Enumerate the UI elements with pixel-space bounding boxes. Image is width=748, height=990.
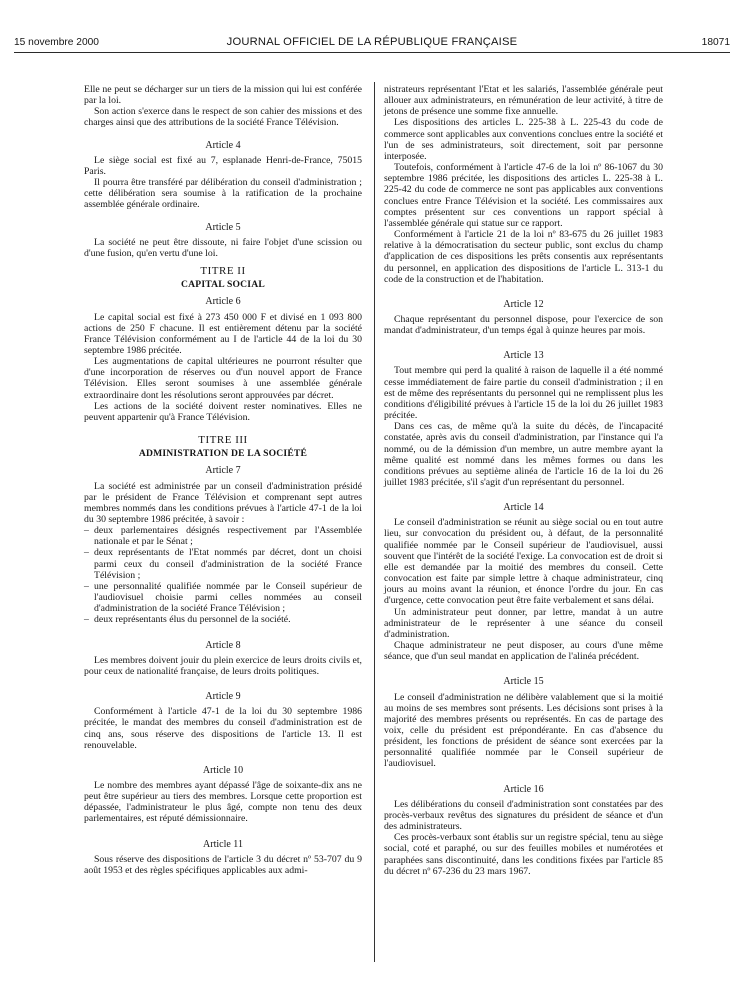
list-item: – une personnalité qualifiée nommée par le Conseil supérieur de l'audiovisuel choisie parmi celles nommées au conseil d'administration de la société France Télévision ; [84, 581, 362, 614]
paragraph: La société est administrée par un conseil d'administration présidé par le président de France Télévision et comprenant sept autres membres nommés dans les conditions prévues à l'article 47-1 de la loi du 30 septembre 1986 précitée, à savoir : [84, 480, 362, 525]
paragraph: Elle ne peut se décharger sur un tiers de la mission qui lui est conférée par la loi. [84, 84, 362, 107]
article-heading: Article 12 [503, 298, 544, 310]
paragraph: Le capital social est fixé à 273 450 000 F et divisé en 1 093 800 actions de 250 F chacune. Il est entièrement détenu par la société France Télévision conformément au I de l'article 44 de la loi du 30 septembre 1986 précitée. [84, 311, 362, 356]
list-item: – deux représentants de l'Etat nommés par décret, dont un choisi parmi ceux du conseil d'administration de la société France Télévision ; [84, 547, 362, 580]
paragraph: Il pourra être transféré par délibération du conseil d'administration ; cette délibération sera soumise à la ratification de la prochaine assemblée générale ordinaire. [84, 177, 362, 211]
paragraph: Conformément à l'article 47-1 de la loi du 30 septembre 1986 précitée, le mandat des membres du conseil d'administration est de cinq ans, sous réserve des dispositions de l'article 13. Il est renouvelable. [84, 706, 362, 751]
paragraph: Les actions de la société doivent rester nominatives. Elles ne peuvent appartenir qu'à France Télévision. [84, 400, 362, 423]
page-header [14, 36, 730, 53]
paragraph: Chaque administrateur ne peut disposer, au cours d'une même séance, que d'un seul mandat en application de l'alinéa précédent. [384, 640, 663, 663]
article-heading: Article 4 [205, 139, 241, 151]
paragraph: Sous réserve des dispositions de l'article 3 du décret nº 53-707 du 9 août 1953 et des règles spécifiques applicables aux admi- [84, 853, 362, 876]
paragraph: Chaque représentant du personnel dispose, pour l'exercice de son mandat d'administrateur, d'un temps égal à quinze heures par mois. [384, 313, 663, 337]
article-heading: Article 7 [205, 465, 241, 477]
article-heading: Article 6 [205, 296, 241, 308]
column-divider [374, 82, 375, 962]
paragraph: Un administrateur peut donner, par lettre, mandat à un autre administrateur de le représenter à une séance du conseil d'administration. [384, 606, 663, 640]
header-date: 15 novembre 2000 [14, 37, 99, 48]
article-heading: Article 10 [202, 764, 244, 776]
header-journal-title: JOURNAL OFFICIEL DE LA RÉPUBLIQUE FRANÇAISE [226, 36, 518, 48]
article-heading: Article 15 [503, 676, 544, 688]
list-item: – deux parlementaires désignés respectivement par l'Assemblée nationale et par le Sénat ; [84, 525, 362, 547]
article-heading: Article 16 [503, 783, 544, 795]
paragraph: Son action s'exerce dans le respect de son cahier des missions et des charges ainsi que des attributions de la société France Télévision. [84, 106, 362, 129]
paragraph: Les membres doivent jouir du plein exercice de leurs droits civils et, pour ceux de nationalité française, de leurs droits politiques. [84, 654, 362, 677]
paragraph: Dans ces cas, de même qu'à la suite du décès, de l'incapacité constatée, après avis du conseil d'administration, par l'instance qui l'a nommé, ou de la démission d'un membre, un autre membre ayant la même qualité est nommé dans les mêmes formes ou dans les conditions prévues au septième alinéa de l'article 16 de la loi du 26 juillet 1983 précitée, s'il s'agit d'un représentant du personnel. [384, 421, 663, 488]
paragraph: Conformément à l'article 21 de la loi nº 83-675 du 26 juillet 1983 relative à la démocratisation du secteur public, sont exclus du champ d'application de ces dispositions les prêts consentis aux représentants du personnel, en application des dispositions de l'article L. 313-1 du code de la construction et de l'habitation. [384, 229, 663, 285]
article-heading: Article 13 [503, 350, 544, 362]
titre-subheading: CAPITAL SOCIAL [181, 279, 265, 291]
paragraph: Ces procès-verbaux sont établis sur un registre spécial, tenu au siège social, coté et paraphé, ou sur des feuilles mobiles et numérotées et paraphées sans discontinuité, dans les conditions fixées par l'article 85 du décret nº 67-236 du 23 mars 1967. [384, 832, 663, 877]
article-heading: Article 5 [205, 221, 241, 233]
paragraph: Les délibérations du conseil d'administration sont constatées par des procès-verbaux revêtus des signatures du président de séance et d'un des administrateurs. [384, 798, 663, 833]
paragraph: Toutefois, conformément à l'article 47-6 de la loi nº 86-1067 du 30 septembre 1986 précitée, les dispositions des articles L. 225-38 à L. 225-42 du code de commerce ne sont pas applicables aux conventions conclues entre France Télévision et la société. Les commissaires aux comptes présentent sur ces conventions un rapport spécial à l'assemblée générale qui statue sur ce rapport. [384, 162, 663, 229]
paragraph: Le conseil d'administration ne délibère valablement que si la moitié au moins de ses membres sont présents. Les décisions sont prises à la majorité des membres présents ou représentés. En cas de partage des voix, celle du président est prépondérante. En cas d'absence du président, les fonctions de président de séance sont exercées par la personnalité qualifiée nommée par le Conseil supérieur de l'audiovisuel. [384, 691, 663, 770]
article-heading: Article 8 [205, 639, 241, 651]
titre-heading: TITRE II [200, 265, 246, 278]
titre-heading: TITRE III [198, 434, 248, 447]
paragraph: nistrateurs représentant l'Etat et les salariés, l'assemblée générale peut allouer aux administrateurs, en rémunération de leur activité, à titre de jetons de présence une somme fixe annuelle. [384, 84, 663, 118]
paragraph: Le conseil d'administration se réunit au siège social ou en tout autre lieu, sur convocation du président ou, à défaut, de la personnalité qualifiée nommée par le Conseil supérieur de l'audiovisuel, aussi souvent que l'intérêt de la société l'exige. La convocation est de droit si elle est demandée par la moitié des membres du conseil. Cette convocation est faite par simple lettre à chaque administrateur, cinq jours au moins avant la réunion, et énonce l'ordre du jour. En cas d'urgence, cette convocation peut être faite verbalement et sans délai. [384, 517, 663, 607]
paragraph: Le siège social est fixé au 7, esplanade Henri-de-France, 75015 Paris. [84, 154, 362, 177]
paragraph: La société ne peut être dissoute, ni faire l'objet d'une scission ou d'une fusion, qu'en vertu d'une loi. [84, 236, 362, 259]
header-page-number: 18071 [701, 37, 730, 48]
paragraph: Les dispositions des articles L. 225-38 à L. 225-43 du code de commerce sont applicables aux conventions conclues entre la société et l'un de ses administrateurs, soit directement, soit par personne interposée. [384, 117, 663, 162]
paragraph: Les augmentations de capital ultérieures ne pourront résulter que d'une incorporation de réserves ou d'un nouvel apport de France Télévision. Elles seront soumises à une assemblée générale extraordinaire dont les résolutions seront approuvées par décret. [84, 356, 362, 401]
paragraph: Le nombre des membres ayant dépassé l'âge de soixante-dix ans ne peut être supérieur au tiers des membres. Lorsque cette proportion est dépassée, l'administrateur le plus âgé, compte non tenu des deux parlementaires, est réputé démissionnaire. [84, 779, 362, 825]
article-heading: Article 9 [205, 691, 241, 703]
list-item: – deux représentants élus du personnel de la société. [84, 614, 362, 625]
paragraph: Tout membre qui perd la qualité à raison de laquelle il a été nommé cesse immédiatement de faire partie du conseil d'administration ; il en est de même des représentants du personnel qui ne remplissent plus les conditions d'éligibilité prévues à l'article 15 de la loi du 26 juillet 1983 précitée. [384, 365, 663, 422]
article-heading: Article 11 [203, 838, 243, 850]
left-column [84, 84, 362, 876]
article-heading: Article 14 [503, 502, 544, 514]
member-list [84, 525, 362, 625]
titre-subheading: ADMINISTRATION DE LA SOCIÉTÉ [138, 448, 308, 460]
right-column [384, 84, 663, 877]
